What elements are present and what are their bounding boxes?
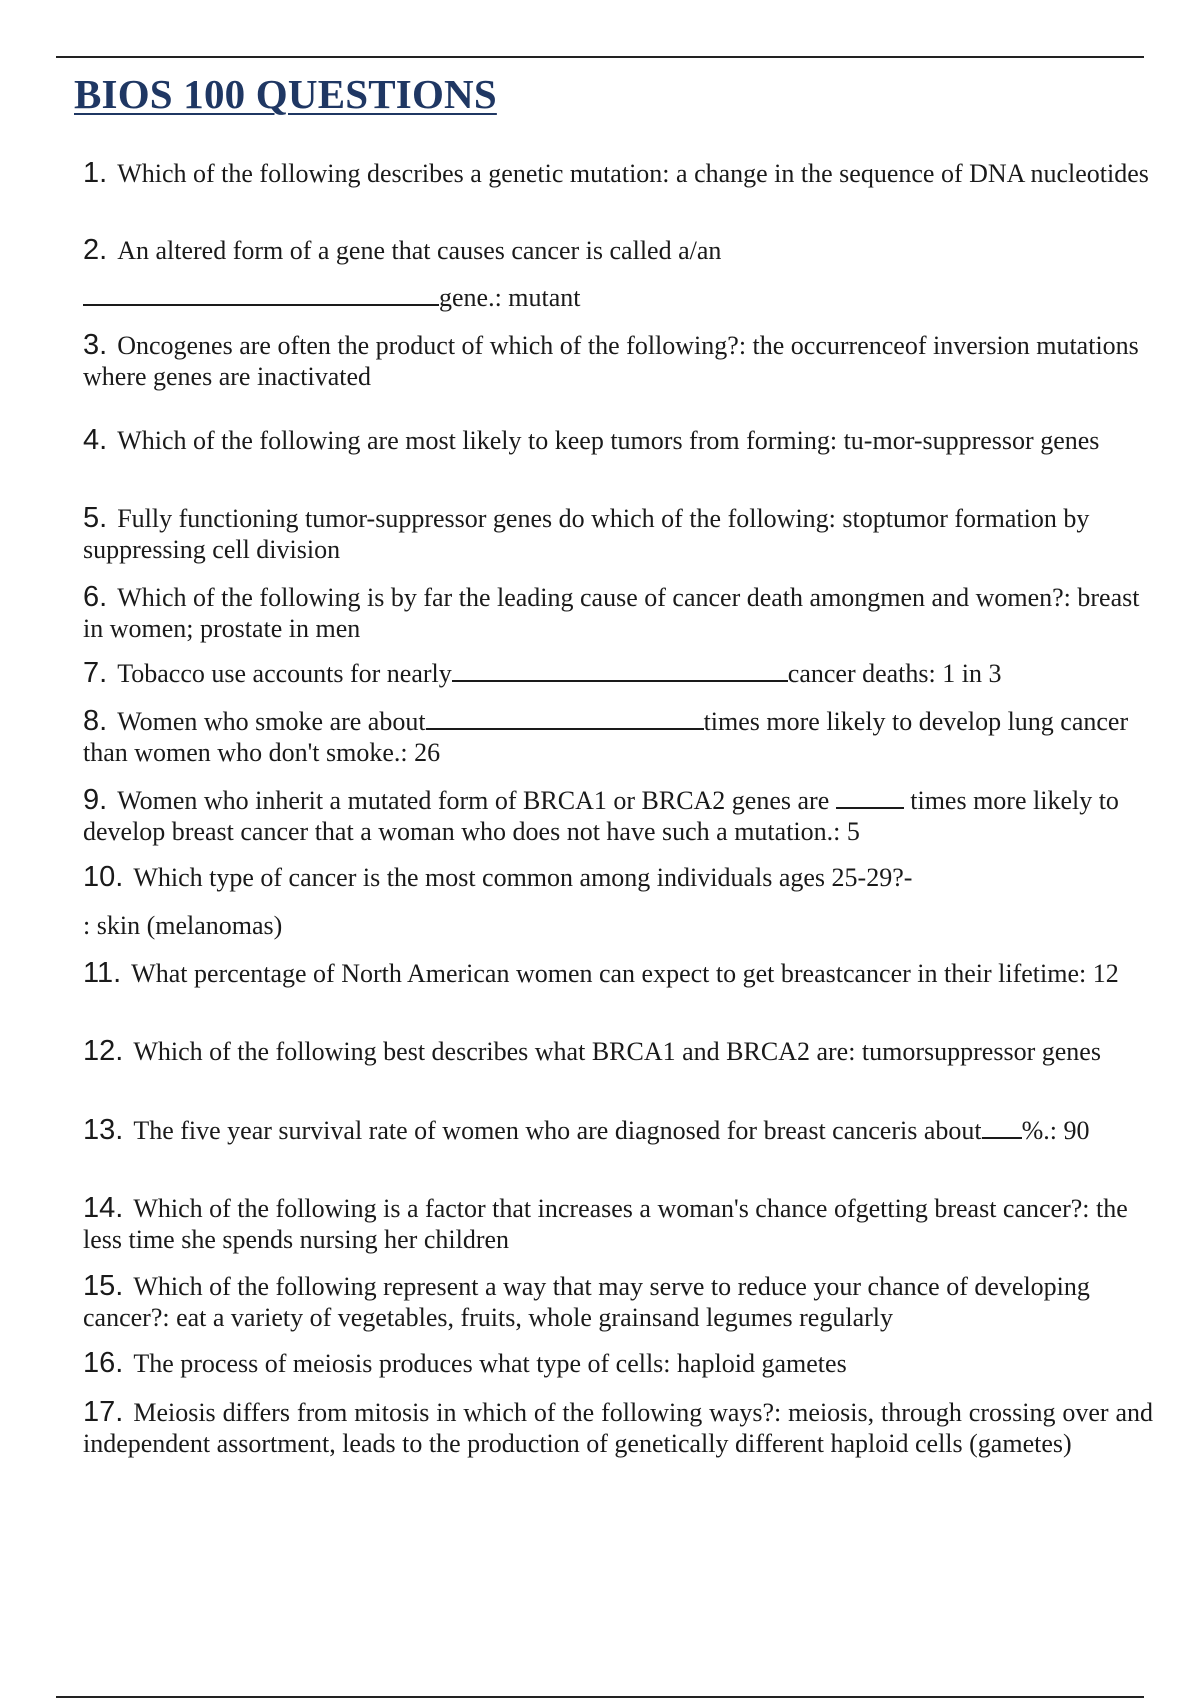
question-text: times more likely to develop breast cancer that a woman who does not have such a mutation.: 5 [83,786,1119,846]
bottom-rule [56,1696,1144,1698]
question-text: cancer deaths: 1 in 3 [787,659,1002,688]
question-text: What percentage of North American women can expect to get breastcancer in their lifetime: 12 [131,959,1119,988]
question-6 [83,582,1153,644]
question-4 [83,425,1153,456]
question-text: times more likely to develop lung cancer than women who don't smoke.: 26 [83,707,1129,767]
question-14 [83,1193,1153,1255]
question-number: 17. [83,1396,124,1428]
question-number: 14. [83,1192,124,1224]
fill-in-blank [982,1115,1022,1139]
question-5 [83,503,1153,565]
question-number: 10. [83,861,124,893]
question-number: 2. [83,234,108,266]
question-13 [83,1115,1153,1146]
page-title: BIOS 100 QUESTIONS [74,71,497,117]
fill-in-blank [836,785,904,809]
question-text: gene.: mutant [439,283,581,312]
question-number: 3. [83,329,108,361]
question-number: 8. [83,705,108,737]
question-text: Which type of cancer is the most common among individuals ages 25-29?- [133,863,913,892]
question-number: 16. [83,1347,124,1379]
question-text: Women who smoke are about [117,707,426,736]
question-text: : skin (melanomas) [83,911,283,940]
fill-in-blank [426,706,704,730]
question-number: 13. [83,1114,124,1146]
question-3 [83,330,1153,392]
question-text: The process of meiosis produces what type of cells: haploid gametes [133,1349,847,1378]
question-text: Which of the following is by far the leading cause of cancer death amongmen and women?: breast in women; prostate in men [83,583,1140,643]
question-15 [83,1271,1153,1333]
question-text: %.: 90 [1021,1116,1090,1145]
fill-in-blank [452,658,788,682]
question-number: 11. [83,957,122,989]
question-text: Which of the following describes a genetic mutation: a change in the sequence of DNA nucleotides [117,159,1149,188]
fill-in-blank [83,282,439,306]
question-12 [83,1036,1153,1067]
question-number: 12. [83,1035,124,1067]
question-number: 15. [83,1270,124,1302]
question-number: 6. [83,581,108,613]
question-11 [83,958,1153,989]
question-number: 7. [83,657,108,689]
question-2-answer-line [83,282,1153,313]
question-number: 9. [83,784,108,816]
question-text: Which of the following is a factor that increases a woman's chance ofgetting breast cancer?: the less time she spends nursing her children [83,1194,1128,1254]
question-text: Tobacco use accounts for nearly [117,659,452,688]
question-number: 5. [83,502,108,534]
question-text: Oncogenes are often the product of which of the following?: the occurrenceof inversion mutations where genes are inactivated [83,331,1139,391]
question-text: Women who inherit a mutated form of BRCA1 or BRCA2 genes are [117,786,830,815]
question-text: Fully functioning tumor-suppressor genes do which of the following: stoptumor formation by suppressing cell division [83,504,1090,564]
question-10 [83,862,1153,893]
question-7 [83,658,1153,689]
question-16 [83,1348,1153,1379]
question-2 [83,235,1153,266]
question-9 [83,785,1153,847]
top-rule [56,56,1144,58]
question-number: 4. [83,424,108,456]
question-text: The five year survival rate of women who are diagnosed for breast canceris about [133,1116,982,1145]
question-text: Which of the following best describes what BRCA1 and BRCA2 are: tumorsuppressor genes [133,1037,1101,1066]
question-8 [83,706,1153,768]
question-text: Meiosis differs from mitosis in which of the following ways?: meiosis, through crossing over and independent assortment, leads to the production of genetically different haploid cells (gametes) [83,1398,1153,1458]
question-number: 1. [83,157,108,189]
question-17 [83,1397,1153,1459]
question-10-answer-line [83,910,1153,941]
question-1 [83,158,1153,189]
question-text: Which of the following are most likely to keep tumors from forming: tu-mor-suppressor genes [117,426,1100,455]
question-text: An altered form of a gene that causes cancer is called a/an [117,236,722,265]
question-text: Which of the following represent a way that may serve to reduce your chance of developing cancer?: eat a variety of vegetables, fruits, whole grainsand legumes regularly [83,1272,1090,1332]
